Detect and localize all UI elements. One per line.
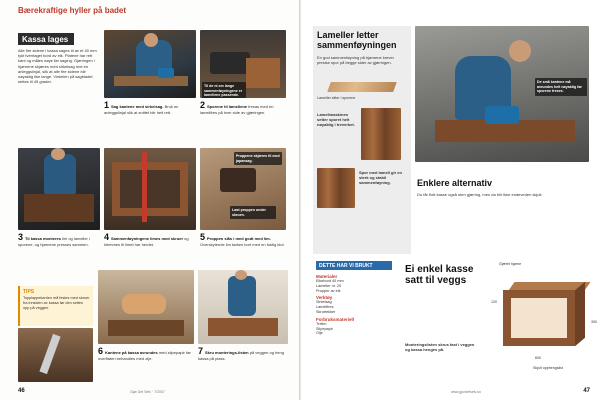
tip-text: Topplappekanten må festes med skruer fra innsiden av kassa før den settes opp på veggen. [23, 296, 90, 310]
tip-photo [18, 328, 93, 382]
photo-note-skrue: Løst proppen under skruen. [230, 206, 276, 219]
tip-title: TIPS [23, 289, 35, 295]
lamell-photo [415, 26, 589, 162]
step5-photo [200, 148, 286, 230]
lamell-label: Lameller sitter i sporene [317, 96, 356, 100]
step5-caption: 5 Proppen slås i med godt med lim. Overskytende lim tørkes bort med en fuktig klut. [200, 232, 285, 247]
hero-caption: Monteringslisten skrus fast i veggen og kassa henges på. [405, 342, 475, 352]
step3-photo [18, 148, 100, 230]
box-illustration [501, 282, 589, 352]
photo-note-lamell: Til de ni cm lange sammenføyningene er lamellene passende. [202, 82, 246, 98]
dim-depth: 120 [491, 300, 497, 304]
step7-photo [198, 270, 288, 344]
page-number-right: 47 [583, 388, 590, 394]
footer-left: Gjør Det Selv · 7/2007 [130, 390, 165, 394]
step7-caption: 7 Skru monterings-listen på veggen og heng kassa på plass. [198, 346, 284, 361]
running-head: Bærekraftige hyller på badet [18, 6, 127, 15]
photo-note-kanter: De små kantene må avrundes helt nøyaktig før sporene freses. [535, 78, 587, 96]
step3-caption: 3 Til kassa monteres lim og lameller i sporene, og hjørnene presses sammen. [18, 232, 90, 247]
materials-bar: DETTE HAR VI BRUKT [316, 261, 392, 270]
lamell-text: En god sammenføyning på hjørnene krever presise spor på begge sider av gjæringen. [317, 55, 394, 65]
step1-caption: 1 Sag kantene med sirkelsag. Bruk en anleggslinjal slik at snittet blir helt rett. [104, 100, 179, 115]
step4-caption: 4 Sammenføyningene limes med skruer og klemmes til limet har herdet. [104, 232, 189, 247]
step1-photo [104, 30, 196, 98]
alt-text: Du får flott kasse også uten gjæring, men da blir ikke endeveden skjult. [417, 192, 543, 197]
dim-width: 600 [535, 356, 541, 360]
step2-photo [200, 30, 286, 98]
lamell-heading: Lameller letter sammenføyningen [317, 30, 397, 50]
board-illustration-2 [317, 168, 355, 208]
hero-annot-top: Gjæret hjørne [499, 262, 522, 266]
page-number-left: 46 [18, 388, 25, 394]
section-title: Kassa lages [18, 33, 74, 45]
lamell-caption-2: Spor med lamell gir en sterk og stabil sammenføyning. [359, 170, 402, 185]
step6-photo [98, 270, 194, 344]
step2-caption: 2 Sporene til lamellene fresas med en lamellfres på hver side av gjæringen. [200, 100, 274, 115]
alt-heading: Enklere alternativ [417, 178, 493, 188]
hero-heading: Ei enkel kasse satt til veggs [405, 264, 474, 286]
step4-photo [104, 148, 196, 230]
materials-list: Materialer Eikebord 40 mm Lameller nr. 20 Propper av eik Verktøy Sirkelsag Lamellfres Skrutrekker Forbruksmateriell Trelim Slipepapir Olje [316, 274, 355, 336]
dim-height: 300 [591, 320, 597, 324]
hero-annot-right: Skjult opphengslist [533, 366, 563, 370]
left-page [0, 0, 299, 400]
step6-caption: 6 Kantene på kassa avrundes med slipepapir før overflaten behandles med olje. [98, 346, 191, 361]
right-page [301, 0, 600, 400]
board-illustration-1 [361, 108, 401, 160]
footer-right: www.gjordetselv.no [451, 390, 481, 394]
photo-note-propp: Proppene skjæres til med japansag. [234, 152, 282, 165]
lamell-illustration [327, 82, 397, 92]
intro-text: Alle fire sidene i kassa sages til av et 40 mm tykt tverrlaget bord av eik. Platene har rett kant og måles nøye før saging. Gjæringen i hjørnene skjæres med sirkelsag mot en anleggslinjal, slik at alle fire sidene blir nøyaktig like lange. Vinkelen på sagbladet settes til 45 grader. [18, 48, 97, 85]
lamell-caption: Lamellmaskinen setter sporet helt nøyaktig i treverket. [317, 112, 355, 127]
tip-box [18, 286, 93, 326]
